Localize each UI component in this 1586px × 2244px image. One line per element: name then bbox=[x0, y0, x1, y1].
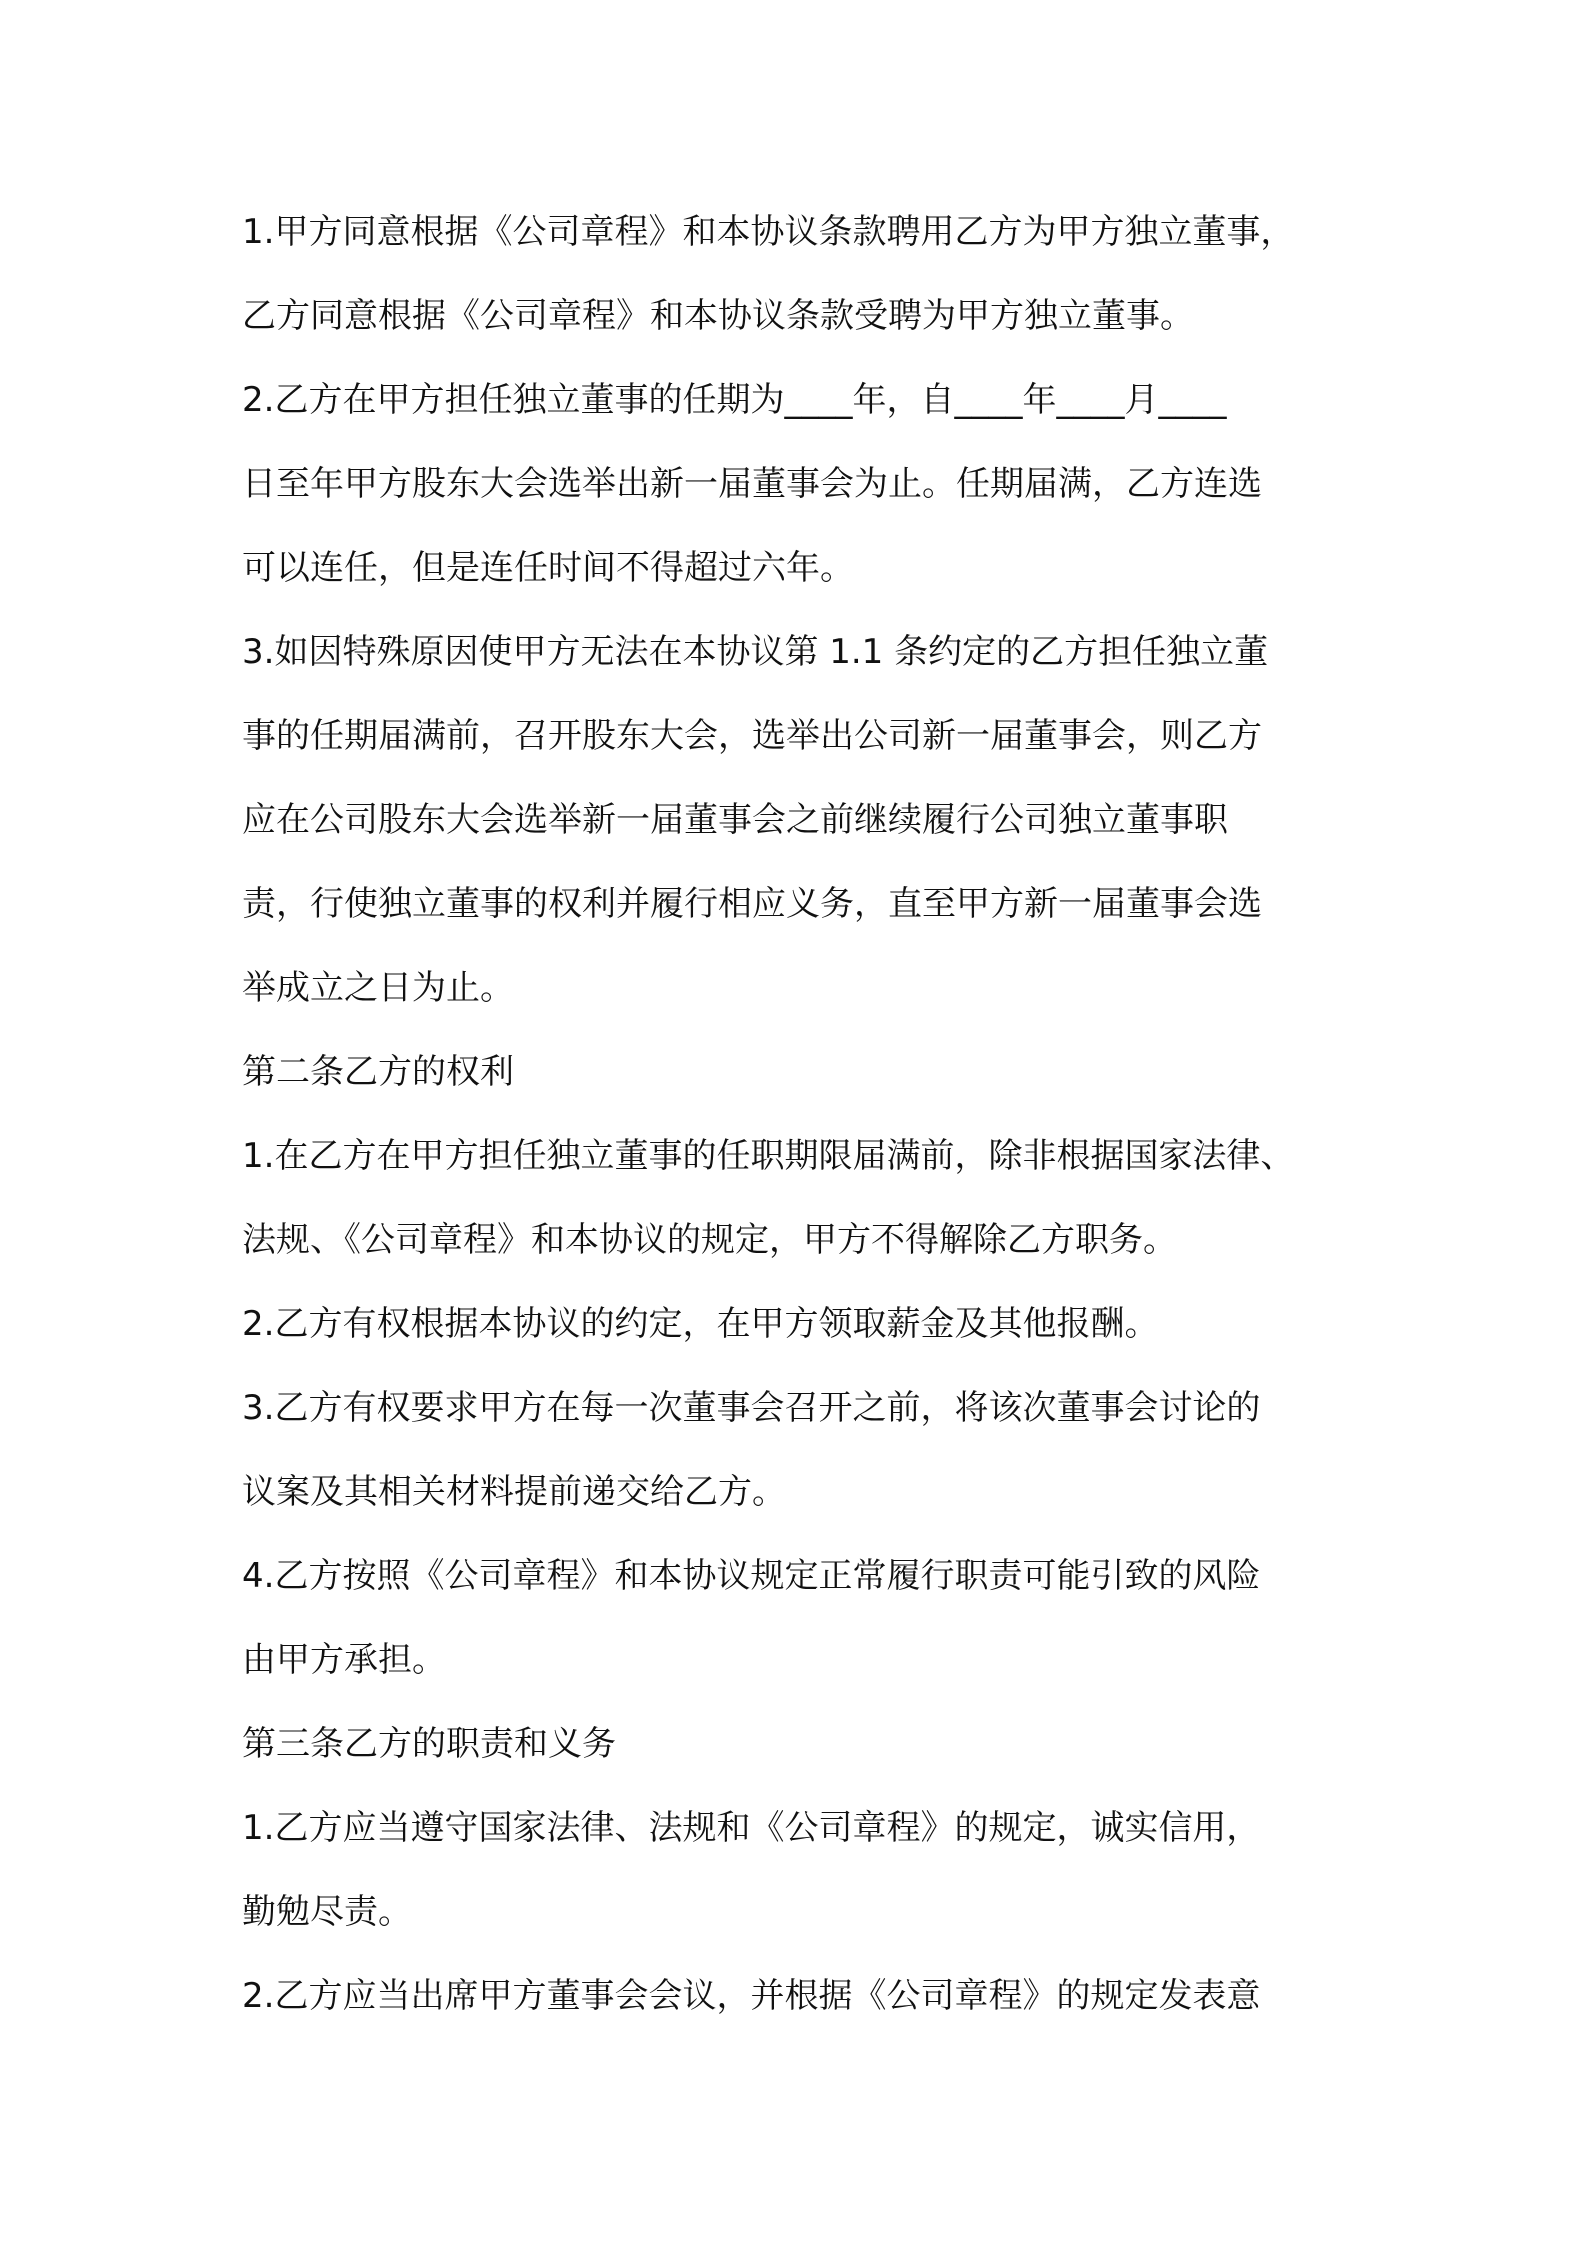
paragraph-line: 3.如因特殊原因使甲方无法在本协议第 1.1 条约定的乙方担任独立董 bbox=[242, 632, 1269, 672]
paragraph-line: 3.乙方有权要求甲方在每一次董事会召开之前，将该次董事会讨论的 bbox=[242, 1388, 1261, 1428]
paragraph-line: 1.乙方应当遵守国家法律、法规和《公司章程》的规定，诚实信用， bbox=[242, 1808, 1261, 1848]
paragraph-line: 1.甲方同意根据《公司章程》和本协议条款聘用乙方为甲方独立董事， bbox=[242, 212, 1295, 252]
paragraph-line: 乙方同意根据《公司章程》和本协议条款受聘为甲方独立董事。 bbox=[242, 296, 1194, 336]
paragraph-line: 2.乙方应当出席甲方董事会会议，并根据《公司章程》的规定发表意 bbox=[242, 1976, 1261, 2016]
paragraph-line: 日至年甲方股东大会选举出新一届董事会为止。任期届满，乙方连选 bbox=[242, 464, 1262, 504]
paragraph-line: 2.乙方有权根据本协议的约定，在甲方领取薪金及其他报酬。 bbox=[242, 1304, 1159, 1344]
paragraph-line: 勤勉尽责。 bbox=[242, 1892, 412, 1932]
paragraph-line: 法规、《公司章程》和本协议的规定，甲方不得解除乙方职务。 bbox=[242, 1220, 1177, 1260]
paragraph-line: 由甲方承担。 bbox=[242, 1640, 446, 1680]
paragraph-line: 2.乙方在甲方担任独立董事的任期为____年，自____年____月____ bbox=[242, 380, 1227, 420]
section-heading: 第三条乙方的职责和义务 bbox=[242, 1724, 616, 1764]
paragraph-line: 1.在乙方在甲方担任独立董事的任职期限届满前，除非根据国家法律、 bbox=[242, 1136, 1295, 1176]
paragraph-line: 举成立之日为止。 bbox=[242, 968, 514, 1008]
paragraph-line: 应在公司股东大会选举新一届董事会之前继续履行公司独立董事职 bbox=[242, 800, 1228, 840]
paragraph-line: 事的任期届满前，召开股东大会，选举出公司新一届董事会，则乙方 bbox=[242, 716, 1262, 756]
paragraph-line: 议案及其相关材料提前递交给乙方。 bbox=[242, 1472, 786, 1512]
paragraph-line: 责，行使独立董事的权利并履行相应义务，直至甲方新一届董事会选 bbox=[242, 884, 1262, 924]
paragraph-line: 可以连任，但是连任时间不得超过六年。 bbox=[242, 548, 854, 588]
section-heading: 第二条乙方的权利 bbox=[242, 1052, 514, 1092]
document-body bbox=[242, 190, 1362, 2038]
paragraph-line: 4.乙方按照《公司章程》和本协议规定正常履行职责可能引致的风险 bbox=[242, 1556, 1261, 1596]
